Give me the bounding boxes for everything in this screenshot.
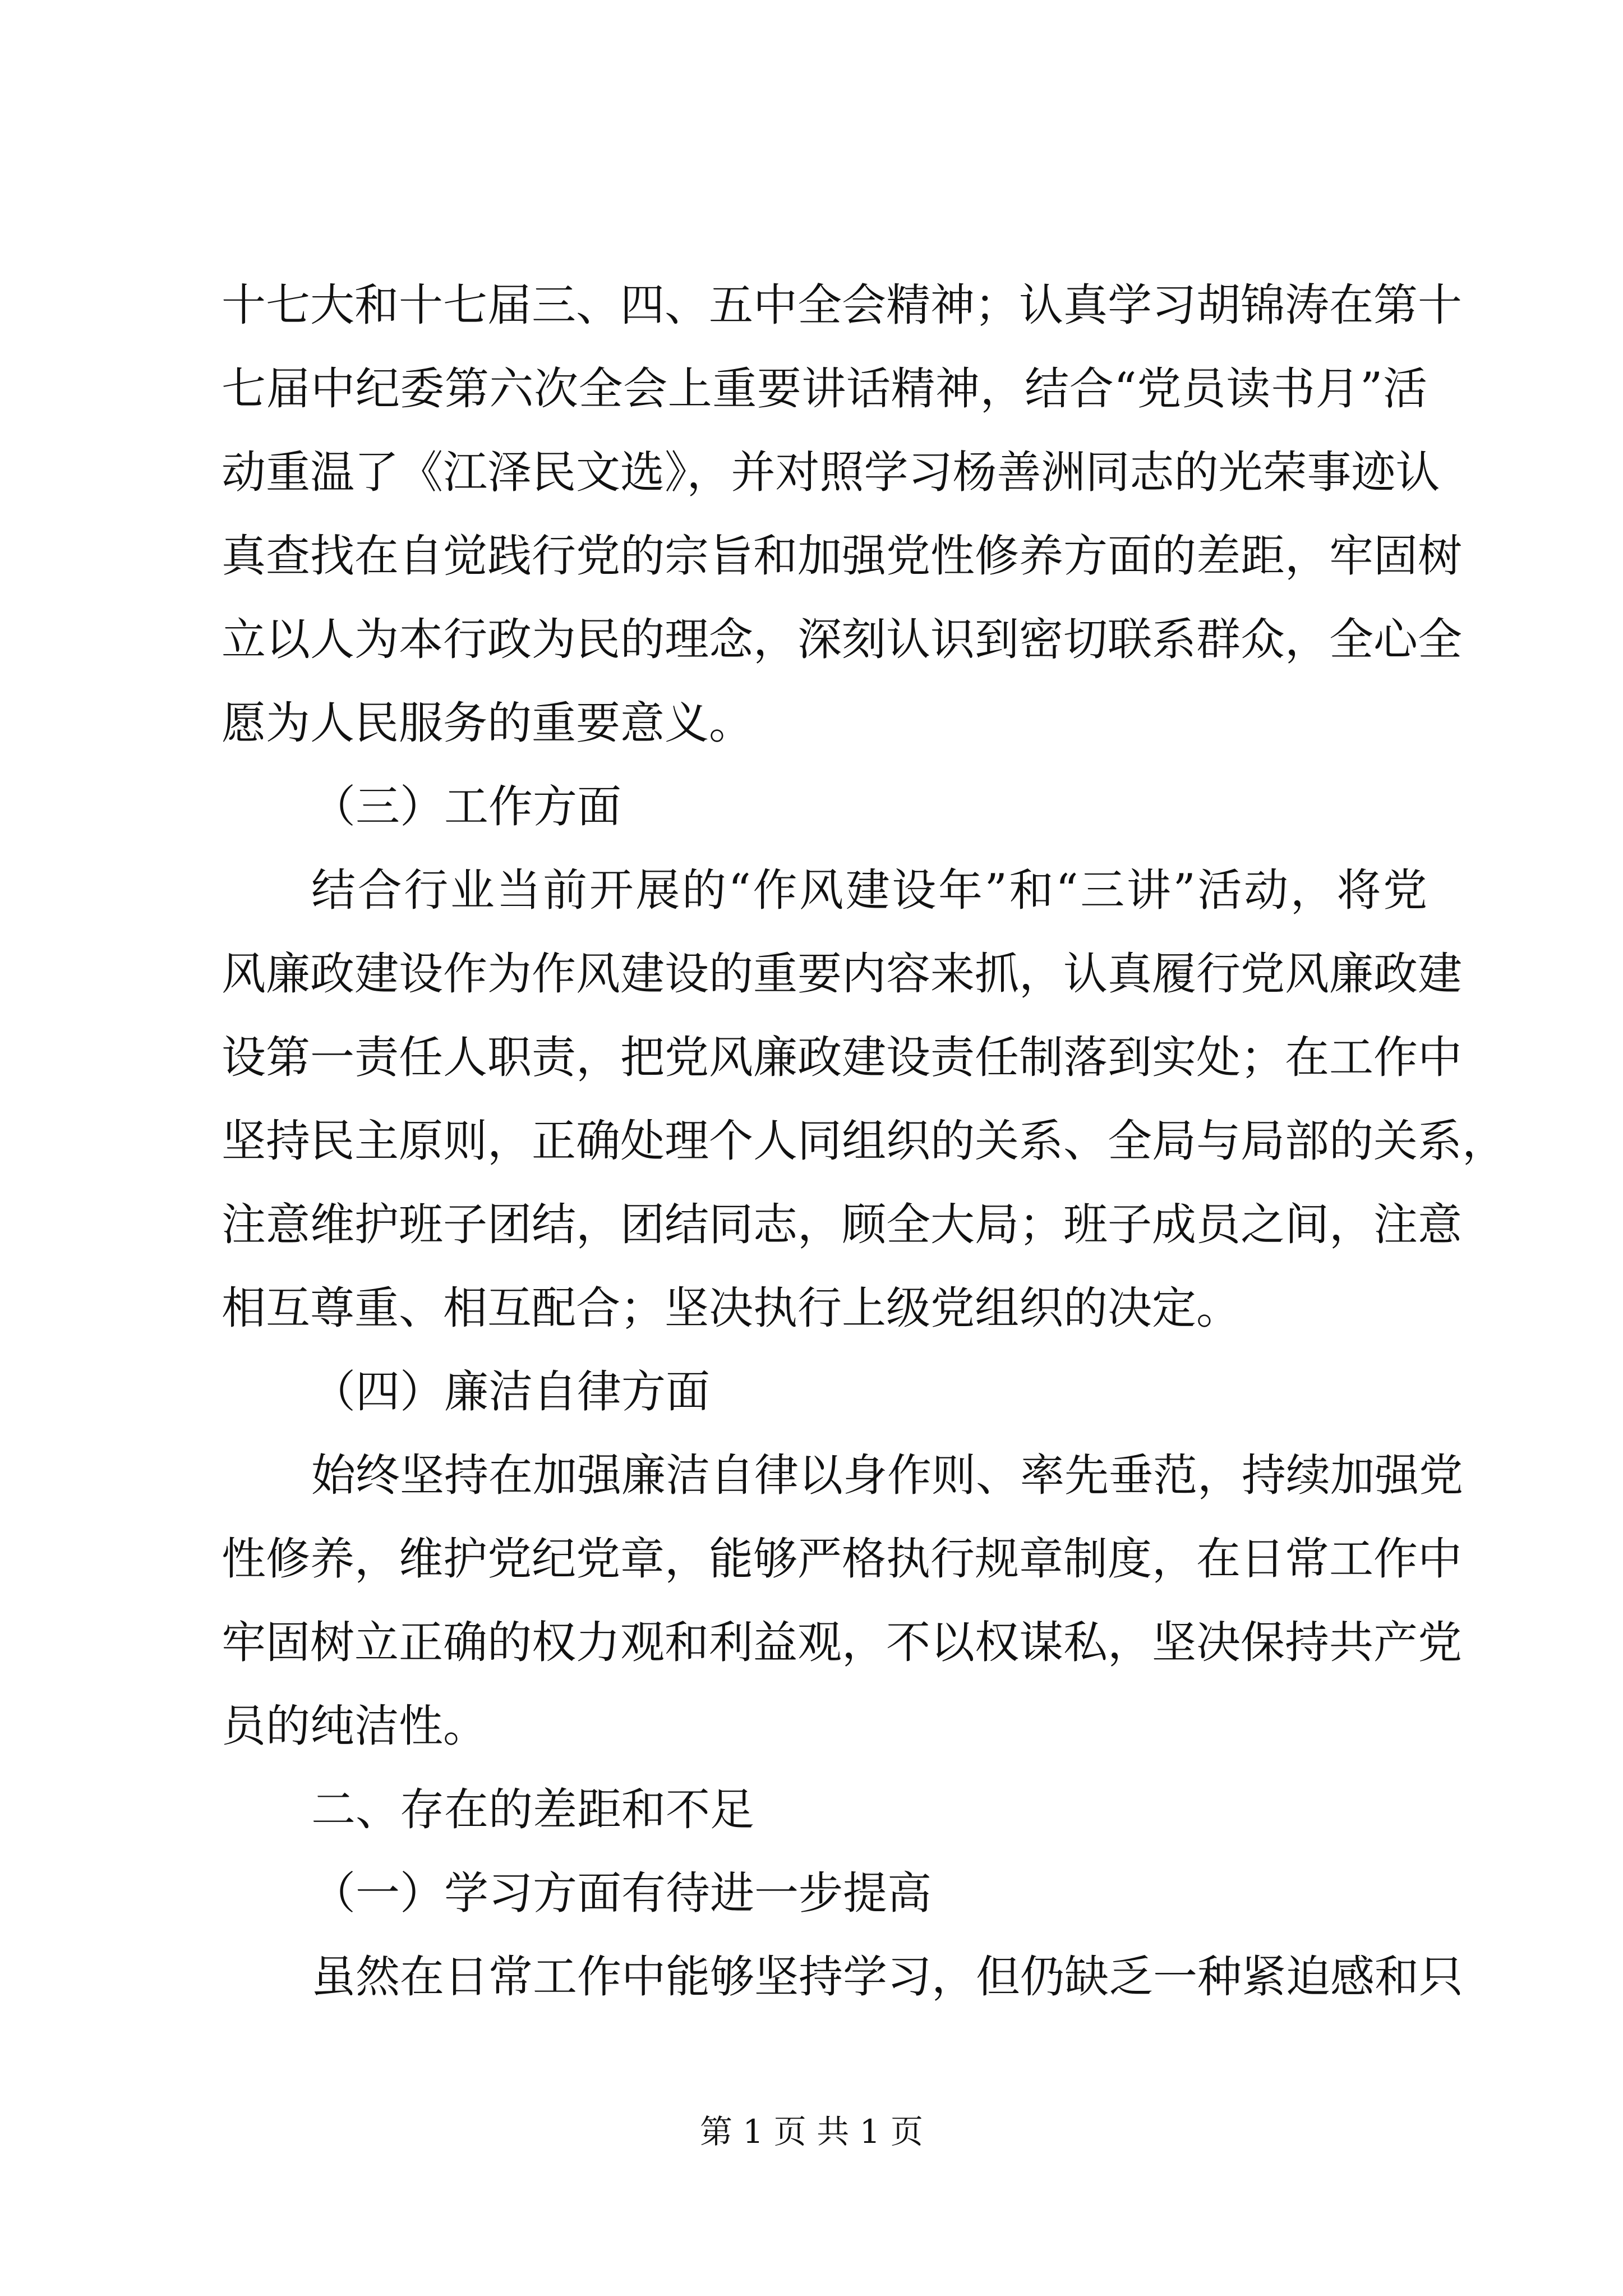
text-line: 始终坚持在加强廉洁自律以身作则、率先垂范，持续加强党 bbox=[311, 1450, 1463, 1501]
text-line: 性修养，维护党纪党章，能够严格执行规章制度，在日常工作中 bbox=[222, 1533, 1462, 1585]
text-line: 立以人为本行政为民的理念，深刻认识到密切联系群众，全心全 bbox=[222, 614, 1462, 665]
text-line: 注意维护班子团结，团结同志，顾全大局；班子成员之间，注意 bbox=[222, 1199, 1462, 1250]
text-line: 相互尊重、相互配合；坚决执行上级党组织的决定。 bbox=[222, 1282, 1241, 1334]
text-line: 员的纯洁性。 bbox=[222, 1700, 487, 1752]
text-line: 结合行业当前开展的“作风建设年”和“三讲”活动，将党 bbox=[311, 864, 1427, 916]
text-line: 坚持民主原则，正确处理个人同组织的关系、全局与局部的关系， bbox=[222, 1115, 1506, 1167]
text-line: 七届中纪委第六次全会上重要讲话精神，结合“党员读书月”活 bbox=[222, 363, 1427, 415]
text-line: 虽然在日常工作中能够坚持学习，但仍缺乏一种紧迫感和只 bbox=[311, 1951, 1463, 2003]
section-heading: （一）学习方面有待进一步提高 bbox=[311, 1867, 932, 1919]
document-body bbox=[222, 264, 1506, 2019]
text-line: 牢固树立正确的权力观和利益观，不以权谋私，坚决保持共产党 bbox=[222, 1617, 1462, 1668]
section-heading: （四）廉洁自律方面 bbox=[311, 1366, 710, 1418]
text-line: 真查找在自觉践行党的宗旨和加强党性修养方面的差距，牢固树 bbox=[222, 530, 1462, 582]
text-line: 十七大和十七届三、四、五中全会精神；认真学习胡锦涛在第十 bbox=[222, 279, 1462, 331]
text-line: 设第一责任人职责，把党风廉政建设责任制落到实处；在工作中 bbox=[222, 1032, 1462, 1083]
section-heading: 二、存在的差距和不足 bbox=[311, 1784, 754, 1835]
text-line: 动重温了《江泽民文选》，并对照学习杨善洲同志的光荣事迹认 bbox=[222, 447, 1440, 498]
text-line: 愿为人民服务的重要意义。 bbox=[222, 697, 753, 749]
text-line: 风廉政建设作为作风建设的重要内容来抓，认真履行党风廉政建 bbox=[222, 948, 1462, 1000]
section-heading: （三）工作方面 bbox=[311, 781, 621, 832]
page-footer: 第 1 页 共 1 页 bbox=[700, 2113, 923, 2151]
